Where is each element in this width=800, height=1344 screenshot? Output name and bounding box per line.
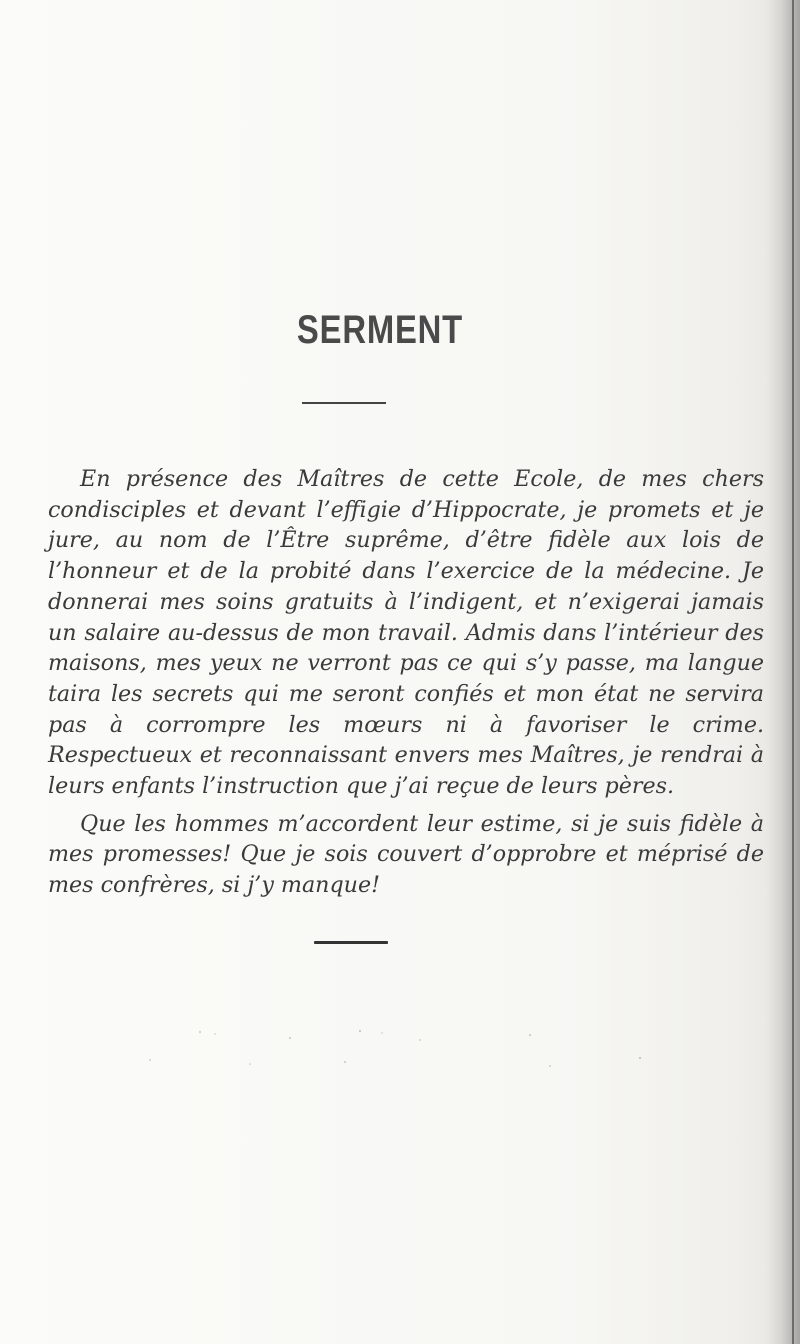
page-title: SERMENT	[296, 308, 464, 352]
oath-text	[48, 464, 764, 901]
paper-specks	[120, 1020, 680, 1080]
oath-paragraph-2: Que les hommes m’accordent leur estime, si je suis fidèle à mes promesses! Que je sois couvert d’opprobre et méprisé de mes confrères, si j’y manque!	[48, 810, 764, 899]
closing-divider	[314, 941, 388, 944]
oath-paragraph-1: En présence des Maîtres de cette Ecole, de mes chers condisciples et devant l’effigie d’Hippocrate, je promets et je jure, au nom de l’Être suprême, d’être fidèle aux lois de l’honneur et de la probité dans l’exercice de la médecine. Je donnerai mes soins gratuits à l’indigent, et n’exigerai jamais un salaire au-dessus de mon travail. Admis dans l’intérieur des maisons, mes yeux ne verront pas ce qui s’y passe, ma langue taira les secrets qui me seront confiés et mon état ne servira pas à corrompre les mœurs ni à favoriser le crime. Respectueux et reconnaissant envers mes Maîtres, je rendrai à leurs enfants l’instruction que j’ai reçue de leurs pères.	[48, 466, 764, 800]
page-edge-line	[792, 0, 794, 1344]
title-divider	[302, 402, 386, 404]
page-edge-shadow	[766, 0, 800, 1344]
